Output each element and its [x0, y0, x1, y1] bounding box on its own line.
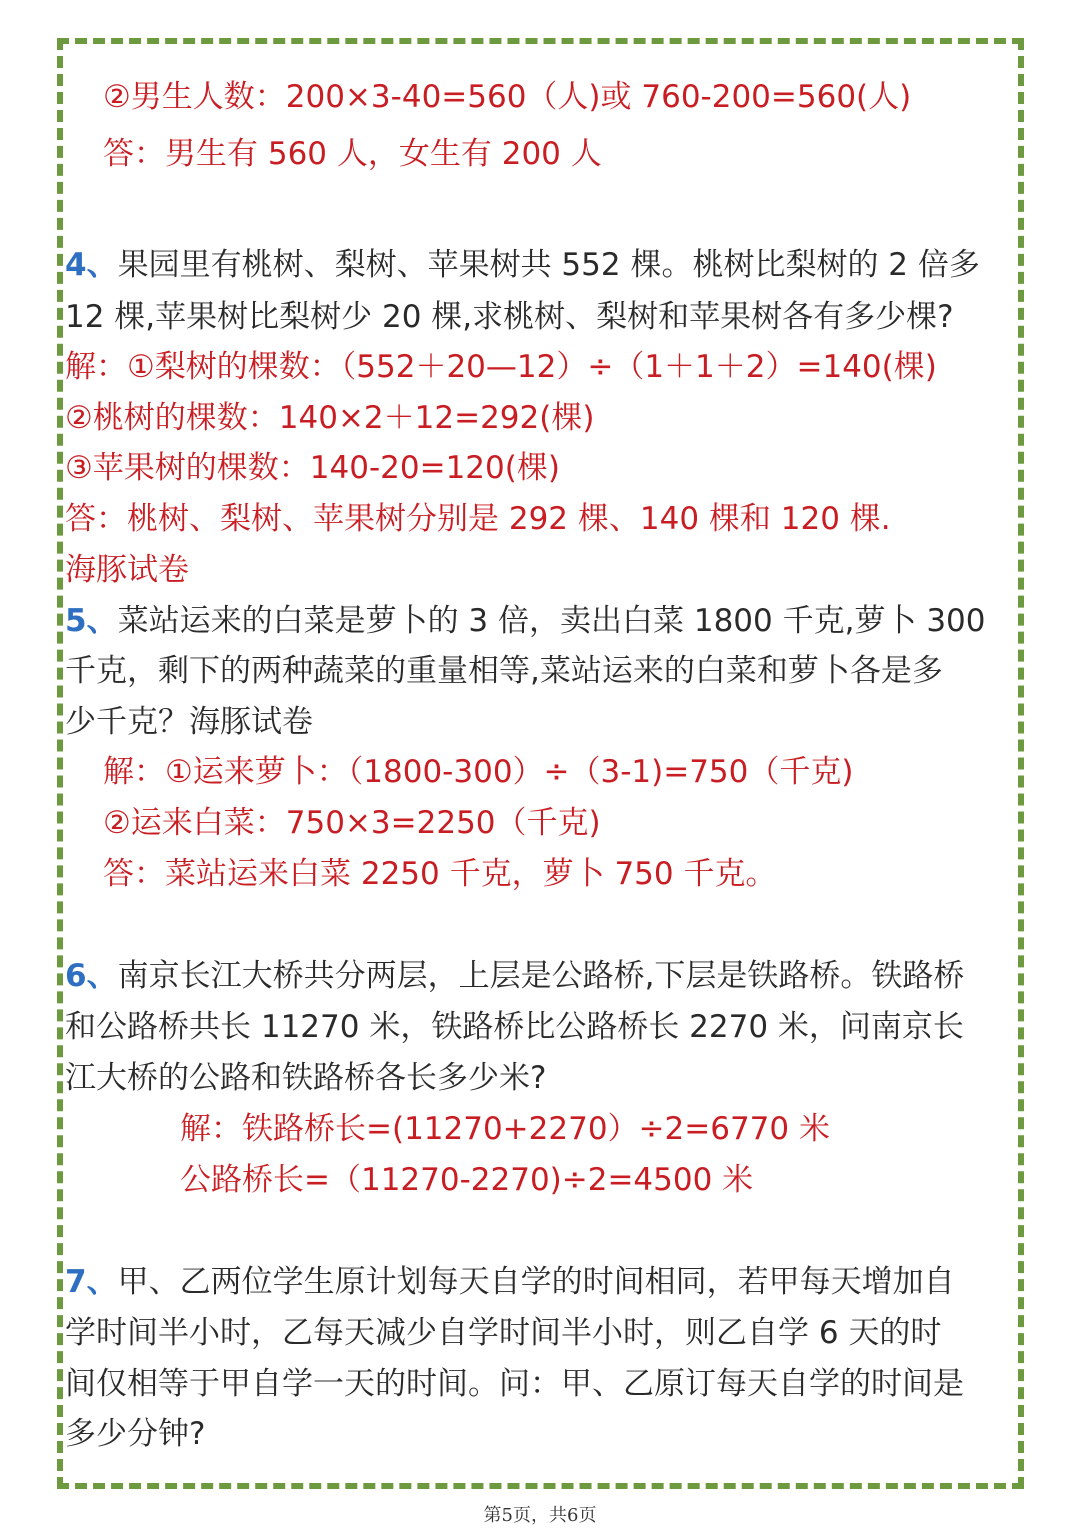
solution-line: 公路桥长=（11270-2270)÷2=4500 米 — [180, 1162, 754, 1198]
page-footer: 第5页，共6页 — [483, 1505, 597, 1526]
question-number: 7、 — [65, 1264, 118, 1300]
question-number: 4、 — [65, 247, 118, 283]
question-text: 学时间半小时，乙每天减少自学时间半小时，则乙自学 6 天的时 — [65, 1315, 942, 1351]
question-text: 甲、乙两位学生原计划每天自学的时间相同，若甲每天增加自 — [117, 1264, 955, 1300]
question-text: 12 棵,苹果树比梨树少 20 棵,求桃树、梨树和苹果树各有多少棵? — [65, 299, 954, 335]
answer-line: ②男生人数：200×3-40=560（人)或 760-200=560(人) — [103, 79, 912, 115]
answer-line: 答：菜站运来白菜 2250 千克，萝卜 750 千克。 — [103, 856, 777, 892]
solution-line: 解：①梨树的棵数：（552＋20—12）÷（1＋1＋2）=140(棵) — [65, 349, 937, 385]
question-text: 和公路桥共长 11270 米，铁路桥比公路桥长 2270 米，问南京长 — [65, 1009, 964, 1045]
question-7 — [65, 1257, 955, 1307]
question-number: 5、 — [65, 603, 118, 639]
question-5 — [65, 596, 986, 646]
question-6 — [65, 951, 964, 1001]
question-text: 菜站运来的白菜是萝卜的 3 倍，卖出白菜 1800 千克,萝卜 300 — [117, 603, 986, 639]
question-text: 千克，剩下的两种蔬菜的重量相等,菜站运来的白菜和萝卜各是多 — [65, 653, 943, 689]
question-number: 6、 — [65, 958, 118, 994]
question-text: 间仅相等于甲自学一天的时间。问：甲、乙原订每天自学的时间是 — [65, 1366, 964, 1402]
question-text: 多少分钟? — [65, 1416, 206, 1452]
solution-line: ②运来白菜：750×3=2250（千克) — [103, 805, 601, 841]
question-text: 果园里有桃树、梨树、苹果树共 552 棵。桃树比梨树的 2 倍多 — [117, 247, 980, 283]
question-text: 江大桥的公路和铁路桥各长多少米? — [65, 1060, 547, 1096]
solution-line: ②桃树的棵数：140×2＋12=292(棵) — [65, 400, 595, 436]
solution-line: 解：铁路桥长=(11270+2270）÷2=6770 米 — [180, 1111, 830, 1147]
solution-line: ③苹果树的棵数：140-20=120(棵) — [65, 450, 560, 486]
question-text: 南京长江大桥共分两层，上层是公路桥,下层是铁路桥。铁路桥 — [117, 958, 965, 994]
answer-line: 答：桃树、梨树、苹果树分别是 292 棵、140 棵和 120 棵. — [65, 501, 891, 537]
solution-line: 解：①运来萝卜：（1800-300）÷（3-1)=750（千克) — [103, 754, 854, 790]
answer-line: 答：男生有 560 人，女生有 200 人 — [103, 136, 602, 172]
question-4 — [65, 240, 980, 290]
watermark-text: 海豚试卷 — [65, 552, 189, 588]
question-text: 少千克？海豚试卷 — [65, 704, 313, 740]
